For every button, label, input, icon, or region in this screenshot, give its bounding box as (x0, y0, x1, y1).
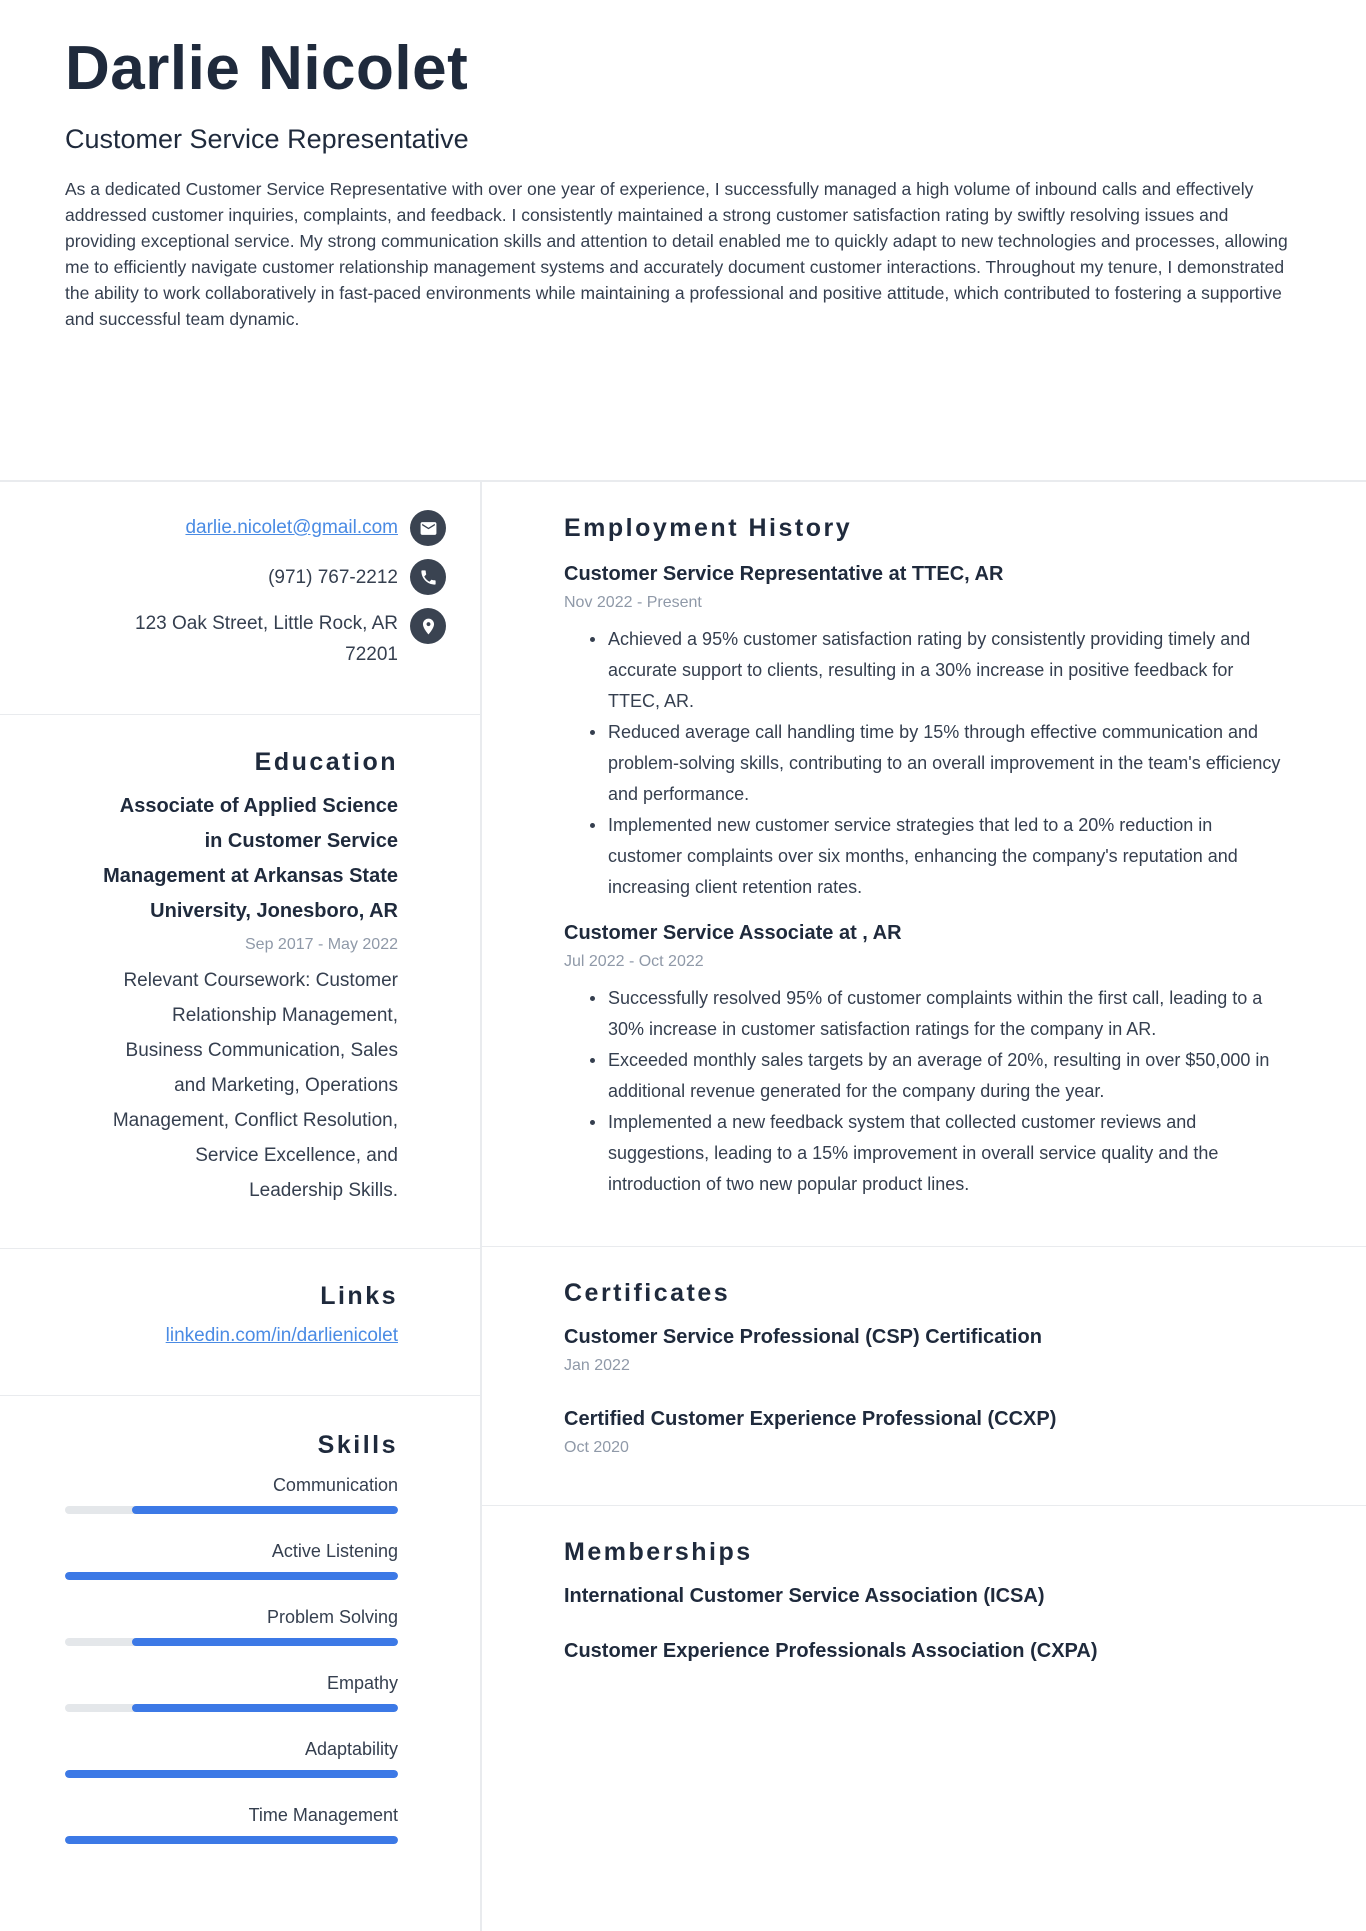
skills-section (0, 1396, 480, 1844)
certificate-date: Oct 2020 (564, 1439, 629, 1456)
job-title-subtitle: Customer Service Representative (65, 124, 469, 154)
job-title: Customer Service Associate at , AR (564, 922, 902, 944)
bullet-item: Implemented new customer service strategies that led to a 20% reduction in customer complaints over six months, enhancing the company's reputation and increasing client retention rates. (588, 810, 1286, 903)
bullet-item: Reduced average call handling time by 15% through effective communication and problem-solving skills, contributing to an overall improvement in the team's efficiency and performance. (588, 717, 1286, 810)
bullet-item: Exceeded monthly sales targets by an average of 20%, resulting in over $50,000 in additional revenue generated for the company during the year. (588, 1045, 1286, 1107)
job-bullet-list (564, 624, 1286, 903)
contact-email-row (65, 510, 446, 546)
job-entry (564, 921, 1286, 1200)
certificates-section-title: Certificates (564, 1279, 731, 1307)
contact-phone-row (65, 559, 446, 595)
email-icon (410, 510, 446, 546)
skill-bar-fill (132, 1704, 398, 1712)
contact-address-row (65, 608, 446, 670)
certificate-title: Certified Customer Experience Professional (CCXP) (564, 1408, 1057, 1430)
person-name: Darlie Nicolet (65, 34, 469, 103)
education-coursework: Relevant Coursework: Customer Relationship Management, Business Communication, Sales and Marketing, Operations Management, Conflict Resolution, Service Excellence, and Leadership Skills. (112, 970, 398, 1201)
job-bullet-list (564, 983, 1286, 1200)
skill-label: Active Listening (271, 1541, 398, 1561)
certificate-entry (564, 1325, 1286, 1377)
skill-item (65, 1474, 398, 1514)
content-columns (0, 480, 1366, 1931)
skill-bar-fill (132, 1638, 398, 1646)
main-column (482, 482, 1366, 1931)
education-section (0, 715, 480, 1249)
membership-title: Customer Experience Professionals Association (CXPA) (564, 1640, 1098, 1662)
skill-bar-fill (132, 1506, 398, 1514)
degree-title: Associate of Applied Science in Customer Service Management at Arkansas State University, Jonesboro, AR (103, 795, 398, 922)
education-section-title: Education (254, 748, 398, 776)
phone-number: (971) 767-2212 (268, 566, 398, 588)
membership-title: International Customer Service Association (ICSA) (564, 1585, 1045, 1607)
certificate-entry (564, 1407, 1286, 1459)
skill-label: Empathy (326, 1673, 398, 1693)
employment-section-title: Employment History (564, 514, 853, 542)
skill-bar (65, 1836, 398, 1844)
skill-bar (65, 1704, 398, 1712)
skill-item (65, 1606, 398, 1646)
phone-icon (410, 559, 446, 595)
bullet-item: Achieved a 95% customer satisfaction rating by consistently providing timely and accurate support to clients, resulting in a 30% increase in positive feedback for TTEC, AR. (588, 624, 1286, 717)
sidebar (0, 482, 482, 1931)
header (0, 0, 1366, 332)
skill-label: Problem Solving (266, 1607, 398, 1627)
skill-bar-fill (65, 1770, 398, 1778)
skill-bar-fill (65, 1572, 398, 1580)
membership-entry (564, 1639, 1286, 1664)
linkedin-link[interactable]: linkedin.com/in/darlienicolet (165, 1325, 398, 1346)
address-text: 123 Oak Street, Little Rock, AR 72201 (135, 613, 398, 665)
links-section-title: Links (320, 1282, 398, 1310)
bullet-item: Successfully resolved 95% of customer complaints within the first call, leading to a 30% increase in customer satisfaction ratings for the company in AR. (588, 983, 1286, 1045)
contact-section (0, 482, 480, 715)
certificates-section (482, 1247, 1366, 1506)
membership-entry (564, 1584, 1286, 1609)
skill-label: Communication (272, 1475, 398, 1495)
links-section (0, 1249, 480, 1396)
skill-bar (65, 1638, 398, 1646)
skill-label: Adaptability (304, 1739, 398, 1759)
certificate-title: Customer Service Professional (CSP) Certification (564, 1326, 1042, 1348)
profile-summary: As a dedicated Customer Service Representative with over one year of experience, I successfully managed a high volume of inbound calls and effectively addressed customer inquiries, complaints, and feedback. I consistently maintained a strong customer satisfaction rating by swiftly resolving issues and providing exceptional service. My strong communication skills and attention to detail enabled me to quickly adapt to new technologies and processes, allowing me to efficiently navigate customer relationship management systems and accurately document customer interactions. Throughout my tenure, I demonstrated the ability to work collaboratively in fast-paced environments while maintaining a professional and positive attitude, which contributed to fostering a supportive and successful team dynamic. (65, 179, 1288, 329)
email-link[interactable]: darlie.nicolet@gmail.com (185, 517, 398, 538)
skill-item (65, 1738, 398, 1778)
job-dates: Nov 2022 - Present (564, 594, 702, 611)
job-dates: Jul 2022 - Oct 2022 (564, 953, 704, 970)
skill-bar (65, 1506, 398, 1514)
memberships-section (482, 1506, 1366, 1664)
skill-bar (65, 1770, 398, 1778)
job-entry (564, 562, 1286, 903)
skill-bar (65, 1572, 398, 1580)
skill-item (65, 1540, 398, 1580)
skill-item (65, 1672, 398, 1712)
skill-item (65, 1804, 398, 1844)
skill-label: Time Management (248, 1805, 398, 1825)
skill-bar-fill (65, 1836, 398, 1844)
location-icon (410, 608, 446, 644)
certificate-date: Jan 2022 (564, 1357, 630, 1374)
bullet-item: Implemented a new feedback system that collected customer reviews and suggestions, leading to a 15% improvement in overall service quality and the introduction of two new popular product lines. (588, 1107, 1286, 1200)
education-dates: Sep 2017 - May 2022 (245, 936, 398, 953)
job-title: Customer Service Representative at TTEC, AR (564, 563, 1004, 585)
memberships-section-title: Memberships (564, 1538, 753, 1566)
skills-section-title: Skills (317, 1431, 398, 1459)
employment-history-section (482, 482, 1366, 1247)
